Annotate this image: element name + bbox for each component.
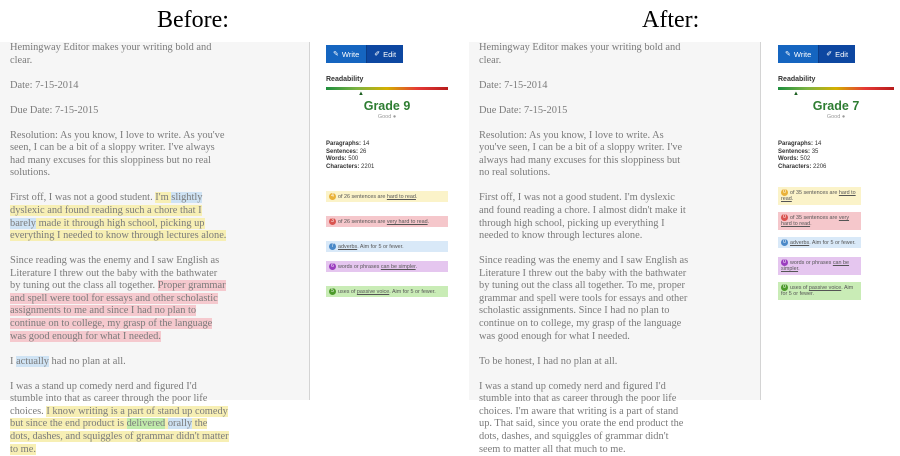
very-hard-sentences-hint: 0 of 35 sentences are very hard to read. xyxy=(778,212,861,230)
after-screenshot xyxy=(469,42,900,455)
adverb-highlight: slightly xyxy=(171,192,203,204)
document-stats: Paragraphs: 14 Sentences: 35 Words: 502 Characters: 2206 xyxy=(778,141,827,170)
edit-mode-button[interactable]: ✐ Edit xyxy=(366,45,403,63)
before-screenshot xyxy=(0,42,452,455)
paragraph: I was a stand up comedy nerd and figured I'd stumble into that as career through the poor life choices. I'm aware that writing is a part of stand up. That said, since you orate the end product the dots, dashes, and squiggles of grammar didn't seem to matter all that much to me. xyxy=(479,380,684,455)
adverbs-hint: 7 adverbs. Aim for 5 or fewer. xyxy=(326,241,448,252)
passive-voice-link[interactable]: passive voice xyxy=(356,288,390,295)
very-hard-to-read-link[interactable]: very hard to read xyxy=(386,218,428,225)
passive-voice-hint: 0 uses of passive voice. Aim for 5 or fewer. xyxy=(778,282,861,300)
editor-text[interactable] xyxy=(469,42,761,455)
hard-sentence-highlight: I know writing is a part of stand up comedy but since the end product is delivered orally the dots, dashes, and squiggles of grammar didn't matter to me. xyxy=(10,405,229,455)
paragraph: First off, I was not a good student. I'm dyslexic and found reading a chore. I almost didn't make it through high school, picking up everything I needed to know through lectures alone. xyxy=(479,192,686,242)
triangle-marker-icon: ▲ xyxy=(358,91,364,97)
edit-mode-button[interactable]: ✐ Edit xyxy=(818,45,855,63)
hard-sentences-hint: 0 of 35 sentences are hard to read. xyxy=(778,187,861,205)
adverb-highlight: barely xyxy=(10,217,36,229)
write-mode-button[interactable]: ✎ Write xyxy=(778,45,818,63)
before-heading: Before: xyxy=(157,7,229,33)
very-hard-to-read-link[interactable]: very hard to read xyxy=(781,214,850,228)
hard-to-read-link[interactable]: hard to read xyxy=(386,193,416,200)
paragraph: Since reading was the enemy and I saw English as Literature I threw out the baby with the bathwater by tuning out the class all together. Proper grammar and spell were tool for essays and other scholastic assignments to me and since I had no plan to continue on to college, my grasp of the language was good enough for what I needed. xyxy=(10,255,226,342)
hard-sentences-hint: 4 of 26 sentences are hard to read. xyxy=(326,191,448,202)
passive-voice-hint: 5 uses of passive voice. Aim for 5 or fewer. xyxy=(326,286,448,297)
doc-due-date: Due Date: 7-15-2015 xyxy=(10,104,99,116)
stats-sidebar xyxy=(761,42,900,400)
mode-toggle xyxy=(778,45,855,63)
wrench-icon: ✐ xyxy=(826,51,833,58)
hard-to-read-link[interactable]: hard to read xyxy=(781,189,856,203)
passive-voice-highlight: delivered xyxy=(126,418,166,430)
readability-bar xyxy=(778,87,894,90)
info-icon: ● xyxy=(392,114,397,120)
adverbs-hint: 0 adverbs. Aim for 5 or fewer. xyxy=(778,237,861,248)
after-heading: After: xyxy=(642,7,700,33)
grade-level: Grade 9 xyxy=(363,99,411,113)
doc-title: Hemingway Editor makes your writing bold and clear. xyxy=(10,42,212,66)
stats-sidebar xyxy=(310,42,468,400)
readability-label: Readability xyxy=(778,76,816,83)
paragraph: Since reading was the enemy and I saw English as Literature I threw out the baby with the bathwater by tuning out the class all together. To me, proper grammar and spell were tools for essays and other scholastic assignments. Since I had no plan to continue on to college, my grasp of the language was good enough for what I needed. xyxy=(479,255,689,342)
paragraph: I was a stand up comedy nerd and figured I'd stumble into that as career through the poor life choices. I know writing is a part of stand up comedy but since the end product is delivered orally the dots, dashes, and squiggles of grammar didn't matter to me. xyxy=(10,380,229,455)
editor-text[interactable] xyxy=(0,42,310,455)
paragraph: First off, I was not a good student. I'm slightly dyslexic and found reading such a chore that I barely made it through high school, picking up everything I needed to know through lectures alone. xyxy=(10,192,227,242)
adverb-highlight: actually xyxy=(16,355,49,367)
paragraph: Resolution: As you know, I love to write. As you've seen, I can be a bit of a sloppy writer. I've always had many excuses for this sloppiness but no real solutions. xyxy=(479,129,683,179)
readability-bar xyxy=(326,87,448,90)
pencil-icon: ✎ xyxy=(785,51,791,58)
simpler-phrases-hint: 0 words or phrases can be simpler. xyxy=(778,257,861,275)
triangle-marker-icon: ▲ xyxy=(793,91,799,97)
paragraph: Resolution: As you know, I love to write. As you've seen, I can be a bit of a sloppy writer. I've always had many excuses for this sloppiness but no real solutions. xyxy=(10,129,225,179)
can-be-simpler-link[interactable]: can be simpler xyxy=(380,263,416,270)
hard-sentence-highlight: I'm slightly dyslexic and found reading such a chore that I barely made it through high school, picking up everything I needed to know through lectures alone. xyxy=(10,192,227,242)
can-be-simpler-link[interactable]: can be simpler xyxy=(781,259,850,273)
doc-date: Date: 7-15-2014 xyxy=(10,79,79,91)
doc-date: Date: 7-15-2014 xyxy=(479,79,548,91)
paragraph: I actually had no plan at all. xyxy=(10,355,126,367)
paragraph: To be honest, I had no plan at all. xyxy=(479,355,618,367)
good-label: Good ● xyxy=(377,114,397,120)
write-mode-button[interactable]: ✎ Write xyxy=(326,45,366,63)
good-label: Good ● xyxy=(826,114,846,120)
simpler-phrases-hint: 6 words or phrases can be simpler. xyxy=(326,261,448,272)
passive-voice-link[interactable]: passive voice xyxy=(808,284,842,291)
very-hard-sentences-hint: 3 of 26 sentences are very hard to read. xyxy=(326,216,448,227)
mode-toggle xyxy=(326,45,403,63)
adverb-highlight: orally xyxy=(167,418,193,430)
doc-title: Hemingway Editor makes your writing bold and clear. xyxy=(479,42,681,66)
adverbs-link[interactable]: adverbs xyxy=(790,239,810,246)
very-hard-sentence-highlight: Proper grammar and spell were tool for essays and other scholastic assignments to me and since I had no plan to continue on to college, my grasp of the language was good enough for what I needed. xyxy=(10,280,226,342)
adverbs-link[interactable]: adverbs xyxy=(338,243,358,250)
readability-label: Readability xyxy=(326,76,364,83)
grade-level: Grade 7 xyxy=(812,99,860,113)
info-icon: ● xyxy=(841,114,846,120)
doc-due-date: Due Date: 7-15-2015 xyxy=(479,104,568,116)
wrench-icon: ✐ xyxy=(374,51,381,58)
document-stats: Paragraphs: 14 Sentences: 26 Words: 500 Characters: 2201 xyxy=(326,141,375,170)
pencil-icon: ✎ xyxy=(333,51,339,58)
